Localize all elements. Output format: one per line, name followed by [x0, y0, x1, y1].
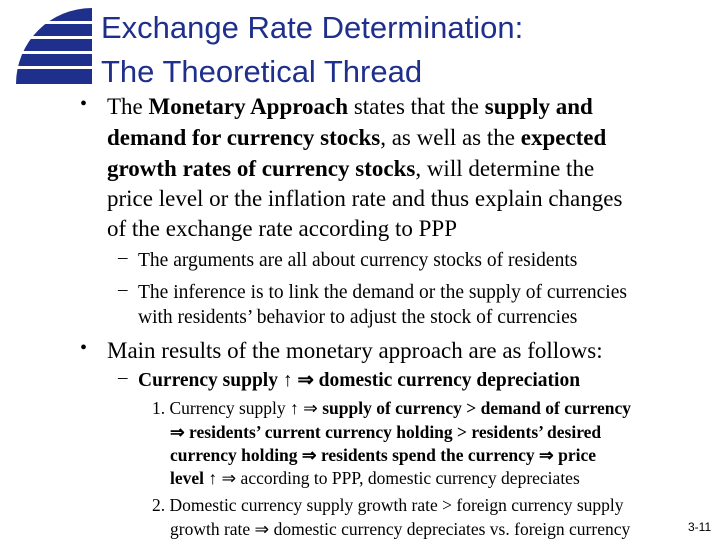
bullet-dot-icon: • [80, 93, 88, 115]
bullet1-line4: price level or the inflation rate and thus explain changes [107, 186, 623, 211]
result-item-1-line3: currency holding ⇒ residents spend the currency ⇒ price [170, 445, 596, 465]
bullet2-sub1: Currency supply ↑ ⇒ domestic currency depreciation [138, 370, 581, 391]
result-item-2-line1: 2. Domestic currency supply growth rate > foreign currency supply [152, 495, 624, 515]
result-item-2-line2: growth rate ⇒ domestic currency depreciates vs. foreign currency [170, 519, 631, 539]
striped-globe-logo [14, 8, 92, 84]
bullet1-sub2-line1: The inference is to link the demand or the supply of currencies [138, 282, 627, 303]
bullet1-line3: growth rates of currency stocks, will determine the [107, 156, 595, 181]
bullet1-line5: of the exchange rate according to PPP [107, 216, 457, 241]
bullet1-line1: The Monetary Approach states that the supply and [107, 94, 593, 119]
dash-icon: – [118, 279, 128, 300]
title-line-1: Exchange Rate Determination: [101, 10, 524, 45]
dash-icon: – [118, 367, 128, 388]
result-item-1-line4: level ↑ ⇒ according to PPP, domestic currency depreciates [170, 468, 580, 488]
slide-title [101, 6, 523, 94]
title-line-2: The Theoretical Thread [101, 54, 423, 89]
bullet1-sub1: The arguments are all about currency stocks of residents [138, 250, 578, 271]
bullet1-sub2-line2: with residents’ behavior to adjust the stock of currencies [138, 307, 578, 328]
bullet2-line1: Main results of the monetary approach are as follows: [107, 338, 603, 363]
bullet1-line2: demand for currency stocks, as well as the expected [107, 125, 607, 150]
result-item-1-line1: 1. Currency supply ↑ ⇒ supply of currency > demand of currency [152, 398, 631, 418]
result-item-1-line2: ⇒ residents’ current currency holding > residents’ desired [170, 422, 602, 442]
page-number: 3-11 [688, 520, 712, 534]
dash-icon: – [118, 247, 128, 268]
bullet-dot-icon: • [80, 337, 88, 359]
